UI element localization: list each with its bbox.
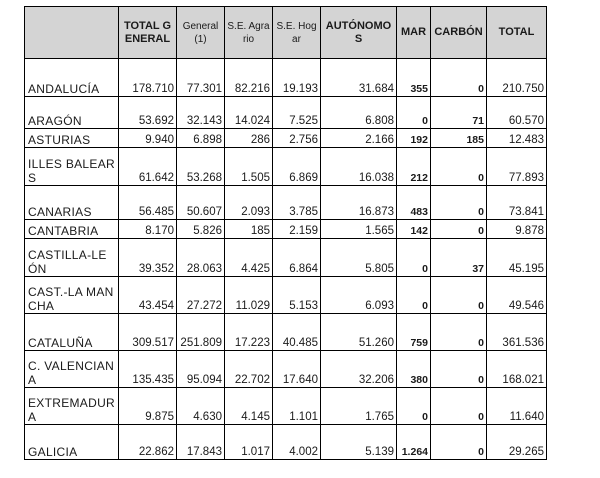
cell-autonomos: 5.139 bbox=[321, 425, 397, 460]
cell-total-general: 135.435 bbox=[119, 351, 177, 388]
header-total: TOTAL bbox=[487, 7, 547, 59]
table-row bbox=[25, 425, 547, 460]
table-row bbox=[25, 314, 547, 351]
cell-region: ILLES BALEARS bbox=[25, 148, 119, 186]
header-total-general: TOTAL GENERAL bbox=[119, 7, 177, 59]
header-carbon: CARBÓN bbox=[431, 7, 487, 59]
cell-general: 28.063 bbox=[177, 239, 225, 277]
cell-general: 32.143 bbox=[177, 97, 225, 129]
cell-total: 45.195 bbox=[487, 239, 547, 277]
cell-carbon: 185 bbox=[431, 129, 487, 148]
cell-se-agrario: 4.425 bbox=[225, 239, 273, 277]
cell-se-agrario: 14.024 bbox=[225, 97, 273, 129]
cell-se-hogar: 4.002 bbox=[273, 425, 321, 460]
table-row bbox=[25, 129, 547, 148]
cell-autonomos: 6.808 bbox=[321, 97, 397, 129]
header-autonomos: AUTÓNOMOS bbox=[321, 7, 397, 59]
cell-region: CASTILLA-LEÓN bbox=[25, 239, 119, 277]
header-region bbox=[25, 7, 119, 59]
cell-total-general: 22.862 bbox=[119, 425, 177, 460]
cell-se-agrario: 2.093 bbox=[225, 186, 273, 220]
cell-total-general: 56.485 bbox=[119, 186, 177, 220]
cell-total-general: 53.692 bbox=[119, 97, 177, 129]
cell-total: 12.483 bbox=[487, 129, 547, 148]
cell-region: C. VALENCIANA bbox=[25, 351, 119, 388]
cell-mar: 1.264 bbox=[397, 425, 431, 460]
cell-total: 11.640 bbox=[487, 388, 547, 425]
cell-total-general: 309.517 bbox=[119, 314, 177, 351]
cell-mar: 759 bbox=[397, 314, 431, 351]
cell-mar: 0 bbox=[397, 388, 431, 425]
cell-total-general: 61.642 bbox=[119, 148, 177, 186]
cell-general: 6.898 bbox=[177, 129, 225, 148]
cell-general: 50.607 bbox=[177, 186, 225, 220]
cell-region: ARAGÓN bbox=[25, 97, 119, 129]
cell-se-hogar: 2.159 bbox=[273, 220, 321, 239]
cell-se-hogar: 40.485 bbox=[273, 314, 321, 351]
cell-general: 251.809 bbox=[177, 314, 225, 351]
cell-region: ANDALUCÍA bbox=[25, 59, 119, 97]
cell-mar: 355 bbox=[397, 59, 431, 97]
cell-se-agrario: 185 bbox=[225, 220, 273, 239]
cell-autonomos: 1.765 bbox=[321, 388, 397, 425]
cell-se-hogar: 3.785 bbox=[273, 186, 321, 220]
cell-total: 77.893 bbox=[487, 148, 547, 186]
cell-se-agrario: 17.223 bbox=[225, 314, 273, 351]
cell-se-agrario: 11.029 bbox=[225, 277, 273, 314]
cell-carbon: 71 bbox=[431, 97, 487, 129]
cell-carbon: 0 bbox=[431, 351, 487, 388]
cell-se-hogar: 7.525 bbox=[273, 97, 321, 129]
header-se-agrario: S.E. Agrario bbox=[225, 7, 273, 59]
table-row bbox=[25, 148, 547, 186]
cell-total-general: 43.454 bbox=[119, 277, 177, 314]
cell-carbon: 0 bbox=[431, 277, 487, 314]
cell-total-general: 8.170 bbox=[119, 220, 177, 239]
cell-carbon: 0 bbox=[431, 388, 487, 425]
cell-mar: 192 bbox=[397, 129, 431, 148]
table-row bbox=[25, 59, 547, 97]
cell-region: CATALUÑA bbox=[25, 314, 119, 351]
header-general: General (1) bbox=[177, 7, 225, 59]
cell-autonomos: 1.565 bbox=[321, 220, 397, 239]
header-row bbox=[25, 7, 547, 59]
cell-total: 60.570 bbox=[487, 97, 547, 129]
cell-total-general: 178.710 bbox=[119, 59, 177, 97]
cell-carbon: 0 bbox=[431, 59, 487, 97]
cell-mar: 212 bbox=[397, 148, 431, 186]
cell-carbon: 0 bbox=[431, 314, 487, 351]
cell-mar: 0 bbox=[397, 97, 431, 129]
cell-mar: 0 bbox=[397, 239, 431, 277]
cell-general: 5.826 bbox=[177, 220, 225, 239]
cell-total: 73.841 bbox=[487, 186, 547, 220]
cell-se-agrario: 286 bbox=[225, 129, 273, 148]
cell-general: 53.268 bbox=[177, 148, 225, 186]
table-row bbox=[25, 220, 547, 239]
cell-carbon: 37 bbox=[431, 239, 487, 277]
cell-region: GALICIA bbox=[25, 425, 119, 460]
cell-se-agrario: 1.505 bbox=[225, 148, 273, 186]
table-row bbox=[25, 186, 547, 220]
cell-se-hogar: 5.153 bbox=[273, 277, 321, 314]
cell-general: 27.272 bbox=[177, 277, 225, 314]
cell-total: 361.536 bbox=[487, 314, 547, 351]
cell-se-agrario: 22.702 bbox=[225, 351, 273, 388]
cell-carbon: 0 bbox=[431, 186, 487, 220]
cell-general: 4.630 bbox=[177, 388, 225, 425]
table-row bbox=[25, 351, 547, 388]
cell-mar: 380 bbox=[397, 351, 431, 388]
cell-general: 17.843 bbox=[177, 425, 225, 460]
cell-se-agrario: 1.017 bbox=[225, 425, 273, 460]
cell-total: 168.021 bbox=[487, 351, 547, 388]
table-row bbox=[25, 239, 547, 277]
cell-general: 77.301 bbox=[177, 59, 225, 97]
cell-region: EXTREMADURA bbox=[25, 388, 119, 425]
cell-total: 210.750 bbox=[487, 59, 547, 97]
cell-mar: 483 bbox=[397, 186, 431, 220]
cell-total-general: 9.940 bbox=[119, 129, 177, 148]
affiliates-table bbox=[24, 6, 547, 460]
cell-carbon: 0 bbox=[431, 220, 487, 239]
cell-region: CANARIAS bbox=[25, 186, 119, 220]
table-row bbox=[25, 388, 547, 425]
cell-autonomos: 51.260 bbox=[321, 314, 397, 351]
cell-se-hogar: 1.101 bbox=[273, 388, 321, 425]
cell-se-hogar: 2.756 bbox=[273, 129, 321, 148]
table-row bbox=[25, 277, 547, 314]
cell-carbon: 0 bbox=[431, 148, 487, 186]
cell-total-general: 9.875 bbox=[119, 388, 177, 425]
header-mar: MAR bbox=[397, 7, 431, 59]
cell-autonomos: 2.166 bbox=[321, 129, 397, 148]
table-row bbox=[25, 97, 547, 129]
cell-autonomos: 6.093 bbox=[321, 277, 397, 314]
cell-total-general: 39.352 bbox=[119, 239, 177, 277]
cell-region: CANTABRIA bbox=[25, 220, 119, 239]
cell-autonomos: 32.206 bbox=[321, 351, 397, 388]
cell-se-hogar: 19.193 bbox=[273, 59, 321, 97]
cell-carbon: 0 bbox=[431, 425, 487, 460]
header-se-hogar: S.E. Hogar bbox=[273, 7, 321, 59]
cell-total: 49.546 bbox=[487, 277, 547, 314]
cell-se-hogar: 6.864 bbox=[273, 239, 321, 277]
cell-autonomos: 31.684 bbox=[321, 59, 397, 97]
cell-total: 9.878 bbox=[487, 220, 547, 239]
cell-autonomos: 16.038 bbox=[321, 148, 397, 186]
cell-autonomos: 16.873 bbox=[321, 186, 397, 220]
cell-region: ASTURIAS bbox=[25, 129, 119, 148]
cell-mar: 0 bbox=[397, 277, 431, 314]
cell-autonomos: 5.805 bbox=[321, 239, 397, 277]
cell-se-hogar: 6.869 bbox=[273, 148, 321, 186]
cell-se-hogar: 17.640 bbox=[273, 351, 321, 388]
cell-se-agrario: 82.216 bbox=[225, 59, 273, 97]
cell-general: 95.094 bbox=[177, 351, 225, 388]
cell-mar: 142 bbox=[397, 220, 431, 239]
cell-se-agrario: 4.145 bbox=[225, 388, 273, 425]
cell-region: CAST.-LA MANCHA bbox=[25, 277, 119, 314]
cell-total: 29.265 bbox=[487, 425, 547, 460]
